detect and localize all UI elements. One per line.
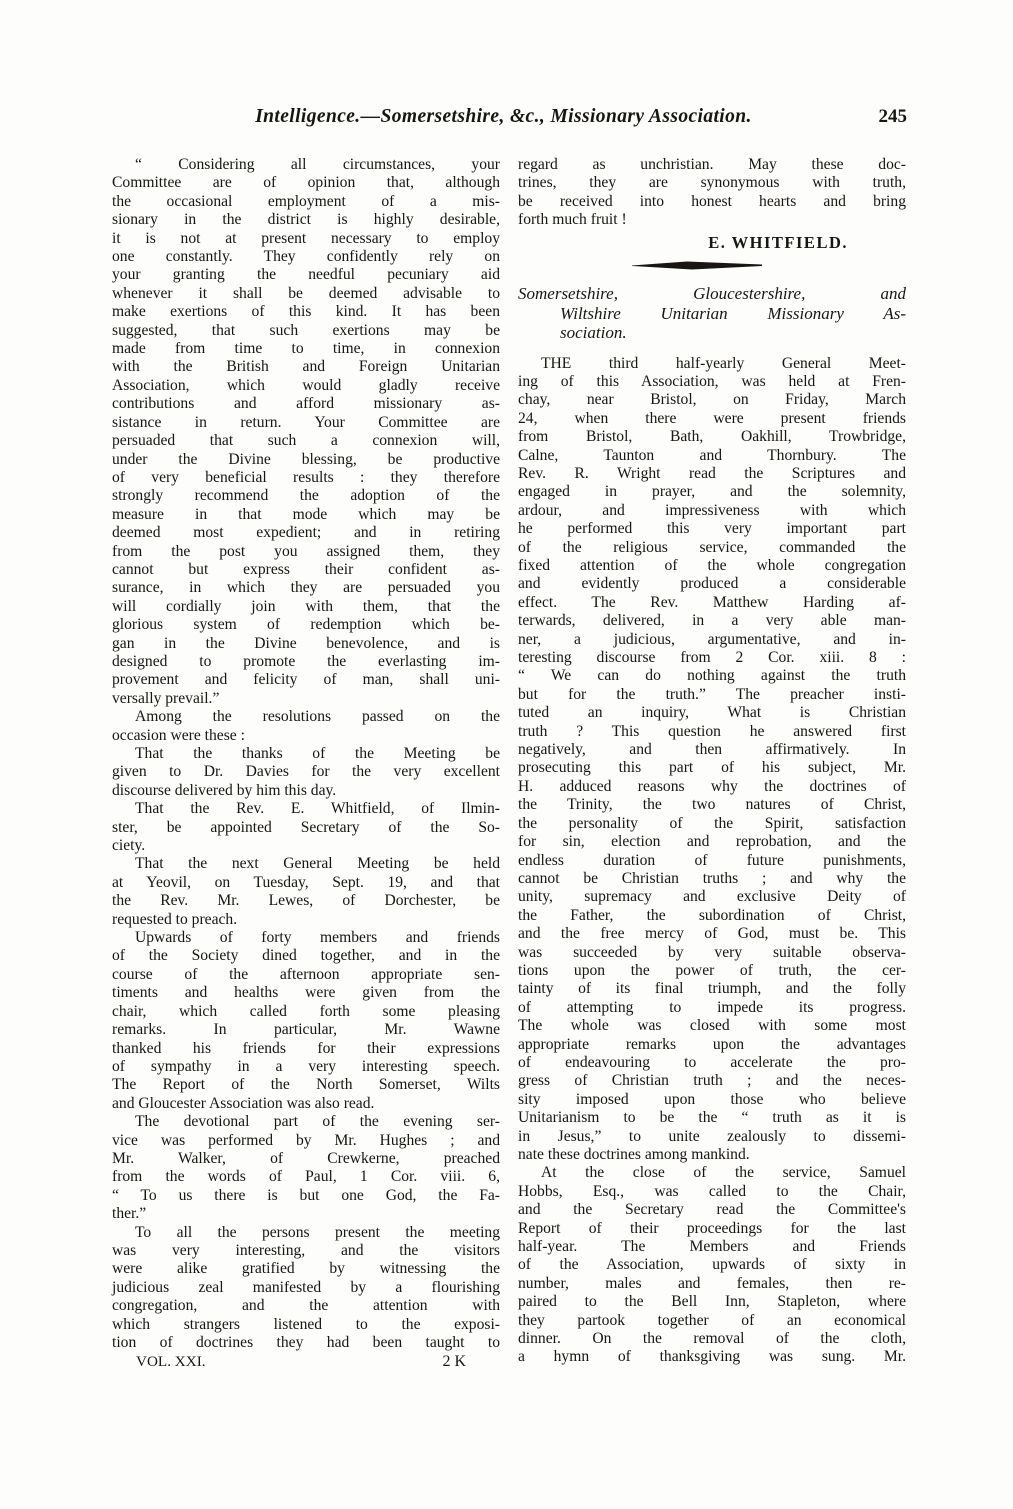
text-line: for sin, election and reprobation, and the	[518, 833, 906, 851]
text-line: sistance in return. Your Committee are	[112, 413, 500, 431]
text-line: tuted an inquiry, What is Christian	[518, 704, 906, 722]
text-line: number, males and females, then re-	[518, 1274, 906, 1292]
text-line: judicious zeal manifested by a flourishing	[112, 1278, 500, 1296]
text-line: prosecuting this part of his subject, Mr.	[518, 759, 906, 777]
paragraph	[112, 855, 500, 929]
left-column	[112, 156, 500, 1372]
volume-label: VOL. XXI.	[136, 1353, 206, 1371]
text-line: endless duration of future punishments,	[518, 851, 906, 869]
text-line: made from time to time, in connexion	[112, 340, 500, 358]
text-line: were alike gratified by witnessing the	[112, 1260, 500, 1278]
text-line: Upwards of forty members and friends	[135, 929, 500, 947]
text-line: “ Considering all circumstances, your	[135, 156, 500, 173]
text-line: Mr. Walker, of Crewkerne, preached	[112, 1149, 500, 1167]
text-line: of the religious service, commanded the	[518, 538, 906, 556]
text-line: with the British and Foreign Unitarian	[112, 358, 500, 376]
text-line: terwards, delivered, in a very able man-	[518, 612, 906, 630]
text-line: persuaded that such a connexion will,	[112, 432, 500, 450]
text-line: Among the resolutions passed on the	[135, 708, 500, 726]
text-line: and the free mercy of God, must be. This	[518, 925, 906, 943]
text-line: glorious system of redemption which be-	[112, 616, 500, 634]
text-line: timents and healths were given from the	[112, 984, 500, 1002]
text-line: deemed most expedient; and in retiring	[112, 524, 500, 542]
text-line: provement and felicity of man, shall uni-	[112, 671, 500, 689]
right-column-paragraphs	[518, 355, 906, 1367]
text-line: engaged in prayer, and the solemnity,	[518, 483, 906, 501]
text-line: vice was performed by Mr. Hughes ; and	[112, 1131, 500, 1149]
section-heading	[518, 284, 906, 343]
text-line: at Yeovil, on Tuesday, Sept. 19, and that	[112, 873, 500, 891]
text-line: designed to promote the everlasting im-	[112, 652, 500, 670]
text-line: requested to preach.	[112, 910, 238, 928]
text-line: Rev. R. Wright read the Scriptures and	[518, 464, 906, 482]
text-line: fixed attention of the whole congregation	[518, 557, 906, 574]
text-line: whenever it shall be deemed advisable to	[112, 284, 500, 302]
text-line: ther.”	[112, 1205, 147, 1223]
paragraph	[112, 708, 500, 745]
text-line: measure in that mode which may be	[112, 505, 500, 523]
text-line: The Report of the North Somerset, Wilts	[112, 1076, 500, 1094]
text-line: trines, they are synonymous with truth,	[518, 174, 906, 192]
left-column-paragraphs	[112, 156, 500, 1352]
text-line: ardour, and impressiveness with which	[518, 501, 906, 519]
text-line: Calne, Taunton and Thornbury. The	[518, 446, 906, 464]
text-line: Report of their proceedings for the last	[518, 1219, 906, 1237]
text-line: but for the truth.” The preacher insti-	[518, 685, 906, 703]
signature-mark: 2 K	[442, 1353, 466, 1371]
text-line: the Rev. Mr. Lewes, of Dorchester, be	[112, 892, 500, 910]
text-line: paired to the Bell Inn, Stapleton, where	[518, 1293, 906, 1311]
text-line: The devotional part of the evening ser-	[135, 1113, 500, 1131]
text-line: of very beneficial results : they therefore	[112, 468, 500, 486]
paragraph	[518, 1164, 906, 1366]
text-line: of the Association, upwards of sixty in	[518, 1256, 906, 1274]
text-line: occasion were these :	[112, 726, 245, 744]
text-line: sionary in the district is highly desirable,	[112, 211, 500, 229]
text-line: chair, which called forth some pleasing	[112, 1002, 500, 1020]
text-line: THE third half-yearly General Meet-	[541, 354, 906, 372]
text-line: Somersetshire, Gloucestershire, and	[518, 284, 906, 304]
paragraph	[112, 929, 500, 1113]
text-line: To all the persons present the meeting	[135, 1223, 500, 1241]
paragraph	[518, 355, 906, 1165]
page-footer	[112, 1353, 500, 1371]
text-line: ciety.	[112, 837, 146, 855]
text-line: Association, which would gladly receive	[112, 376, 500, 394]
text-line: tainty of its final triumph, and the folly	[518, 980, 906, 998]
section-divider-rule	[518, 261, 876, 270]
text-line: regard as unchristian. May these doc-	[518, 156, 906, 173]
text-line: negatively, and then affirmatively. In	[518, 741, 906, 759]
text-line: cannot be Christian truths ; and why the	[518, 869, 906, 887]
text-line: gress of Christian truth ; and the neces-	[518, 1072, 906, 1090]
text-line: effect. The Rev. Matthew Harding af-	[518, 593, 906, 611]
text-line: teresting discourse from 2 Cor. xiii. 8 :	[518, 649, 906, 667]
text-line: ster, be appointed Secretary of the So-	[112, 818, 500, 836]
text-line: cannot but express their confident as-	[112, 560, 500, 578]
text-line: appropriate remarks upon the advantages	[518, 1035, 906, 1053]
text-line: nate these doctrines among mankind.	[518, 1146, 750, 1163]
text-line: which strangers listened to the exposi-	[112, 1315, 500, 1333]
text-line: sity imposed upon those who believe	[518, 1090, 906, 1108]
text-line: gan in the Divine benevolence, and is	[112, 634, 500, 652]
paragraph	[112, 1224, 500, 1353]
text-line: Committee are of opinion that, although	[112, 174, 500, 192]
text-line: your granting the needful pecuniary aid	[112, 266, 500, 284]
text-line: from the post you assigned them, they	[112, 542, 500, 560]
continuation-paragraph	[518, 156, 906, 230]
text-line: congregation, and the attention with	[112, 1297, 500, 1315]
text-line: one constantly. They confidently rely on	[112, 248, 500, 266]
text-line: of sympathy in a very interesting speech.	[112, 1057, 500, 1075]
text-line: a hymn of thanksgiving was sung. Mr.	[518, 1348, 906, 1366]
paragraph	[112, 156, 500, 708]
author-signature: E. WHITFIELD.	[708, 232, 848, 252]
text-line: the Father, the subordination of Christ,	[518, 906, 906, 924]
text-line: of the Society dined together, and in the	[112, 947, 500, 965]
text-line: sociation.	[560, 323, 627, 343]
text-line: tion of doctrines they had been taught to	[112, 1334, 500, 1351]
text-line: ing of this Association, was held at Fren-	[518, 372, 906, 390]
text-line: remarks. In particular, Mr. Wawne	[112, 1021, 500, 1039]
paragraph	[112, 745, 500, 800]
text-line: of endeavouring to accelerate the pro-	[518, 1053, 906, 1071]
text-line: tions upon the power of truth, the cer-	[518, 961, 906, 979]
text-line: That the next General Meeting be held	[135, 855, 500, 873]
text-line: they partook together of an economical	[518, 1311, 906, 1329]
text-line: and the Secretary read the Committee's	[518, 1201, 906, 1219]
text-line: it is not at present necessary to employ	[112, 229, 500, 247]
text-line: from Bristol, Bath, Oakhill, Trowbridge,	[518, 428, 906, 446]
text-line: Hobbs, Esq., was called to the Chair,	[518, 1182, 906, 1200]
text-line: will cordially join with them, that the	[112, 597, 500, 615]
text-line: the personality of the Spirit, satisfaction	[518, 814, 906, 832]
right-column	[518, 156, 906, 1372]
text-line: he performed this very important part	[518, 520, 906, 538]
text-line: That the thanks of the Meeting be	[135, 745, 500, 762]
two-column-body	[112, 156, 907, 1372]
running-head	[112, 106, 907, 128]
text-line: 24, when there were present friends	[518, 409, 906, 427]
text-line: forth much fruit !	[518, 211, 627, 229]
text-line: be received into honest hearts and bring	[518, 192, 906, 210]
text-line: H. adduced reasons why the doctrines of	[518, 777, 906, 795]
text-line: That the Rev. E. Whitfield, of Ilmin-	[135, 800, 500, 818]
text-line: suggested, that such exertions may be	[112, 321, 500, 339]
text-line: contributions and afford missionary as-	[112, 395, 500, 413]
text-line: the Trinity, the two natures of Christ,	[518, 796, 906, 814]
paragraph	[112, 1113, 500, 1223]
text-line: the occasional employment of a mis-	[112, 192, 500, 210]
text-line: under the Divine blessing, be productive	[112, 450, 500, 468]
text-line: strongly recommend the adoption of the	[112, 487, 500, 505]
text-line: thanked his friends for their expressions	[112, 1039, 500, 1057]
text-line: and evidently produced a considerable	[518, 575, 906, 593]
text-line: course of the afternoon appropriate sen-	[112, 965, 500, 983]
text-line: surance, in which they are persuaded you	[112, 579, 500, 597]
text-line: unity, supremacy and exclusive Deity of	[518, 888, 906, 906]
text-line: truth ? This question he answered first	[518, 722, 906, 740]
paragraph	[112, 800, 500, 855]
text-line: in Jesus,” to unite zealously to dissemi-	[518, 1127, 906, 1145]
text-line: make exertions of this kind. It has been	[112, 303, 500, 321]
text-line: was very interesting, and the visitors	[112, 1241, 500, 1259]
page-number: 245	[878, 106, 907, 127]
text-line: The whole was closed with some most	[518, 1017, 906, 1035]
text-line: was succeeded by very suitable observa-	[518, 943, 906, 961]
text-line: ner, a judicious, argumentative, and in-	[518, 630, 906, 648]
text-line: dinner. On the removal of the cloth,	[518, 1330, 906, 1348]
text-line: given to Dr. Davies for the very excellent	[112, 763, 500, 781]
text-line: versally prevail.”	[112, 689, 220, 707]
text-line: Unitarianism to be the “ truth as it is	[518, 1109, 906, 1127]
text-line: of attempting to impede its progress.	[518, 998, 906, 1016]
text-line: “ To us there is but one God, the Fa-	[112, 1186, 500, 1204]
text-line: “ We can do nothing against the truth	[518, 667, 906, 685]
text-line: At the close of the service, Samuel	[541, 1164, 906, 1182]
text-line: from the words of Paul, 1 Cor. viii. 6,	[112, 1168, 500, 1186]
text-line: chay, near Bristol, on Friday, March	[518, 391, 906, 409]
text-line: and Gloucester Association was also read.	[112, 1094, 375, 1112]
text-line: Wiltshire Unitarian Missionary As-	[560, 303, 906, 323]
text-line: discourse delivered by him this day.	[112, 781, 337, 799]
text-line: half-year. The Members and Friends	[518, 1238, 906, 1256]
page-title: Intelligence.—Somersetshire, &c., Missionary Association.	[255, 106, 752, 127]
